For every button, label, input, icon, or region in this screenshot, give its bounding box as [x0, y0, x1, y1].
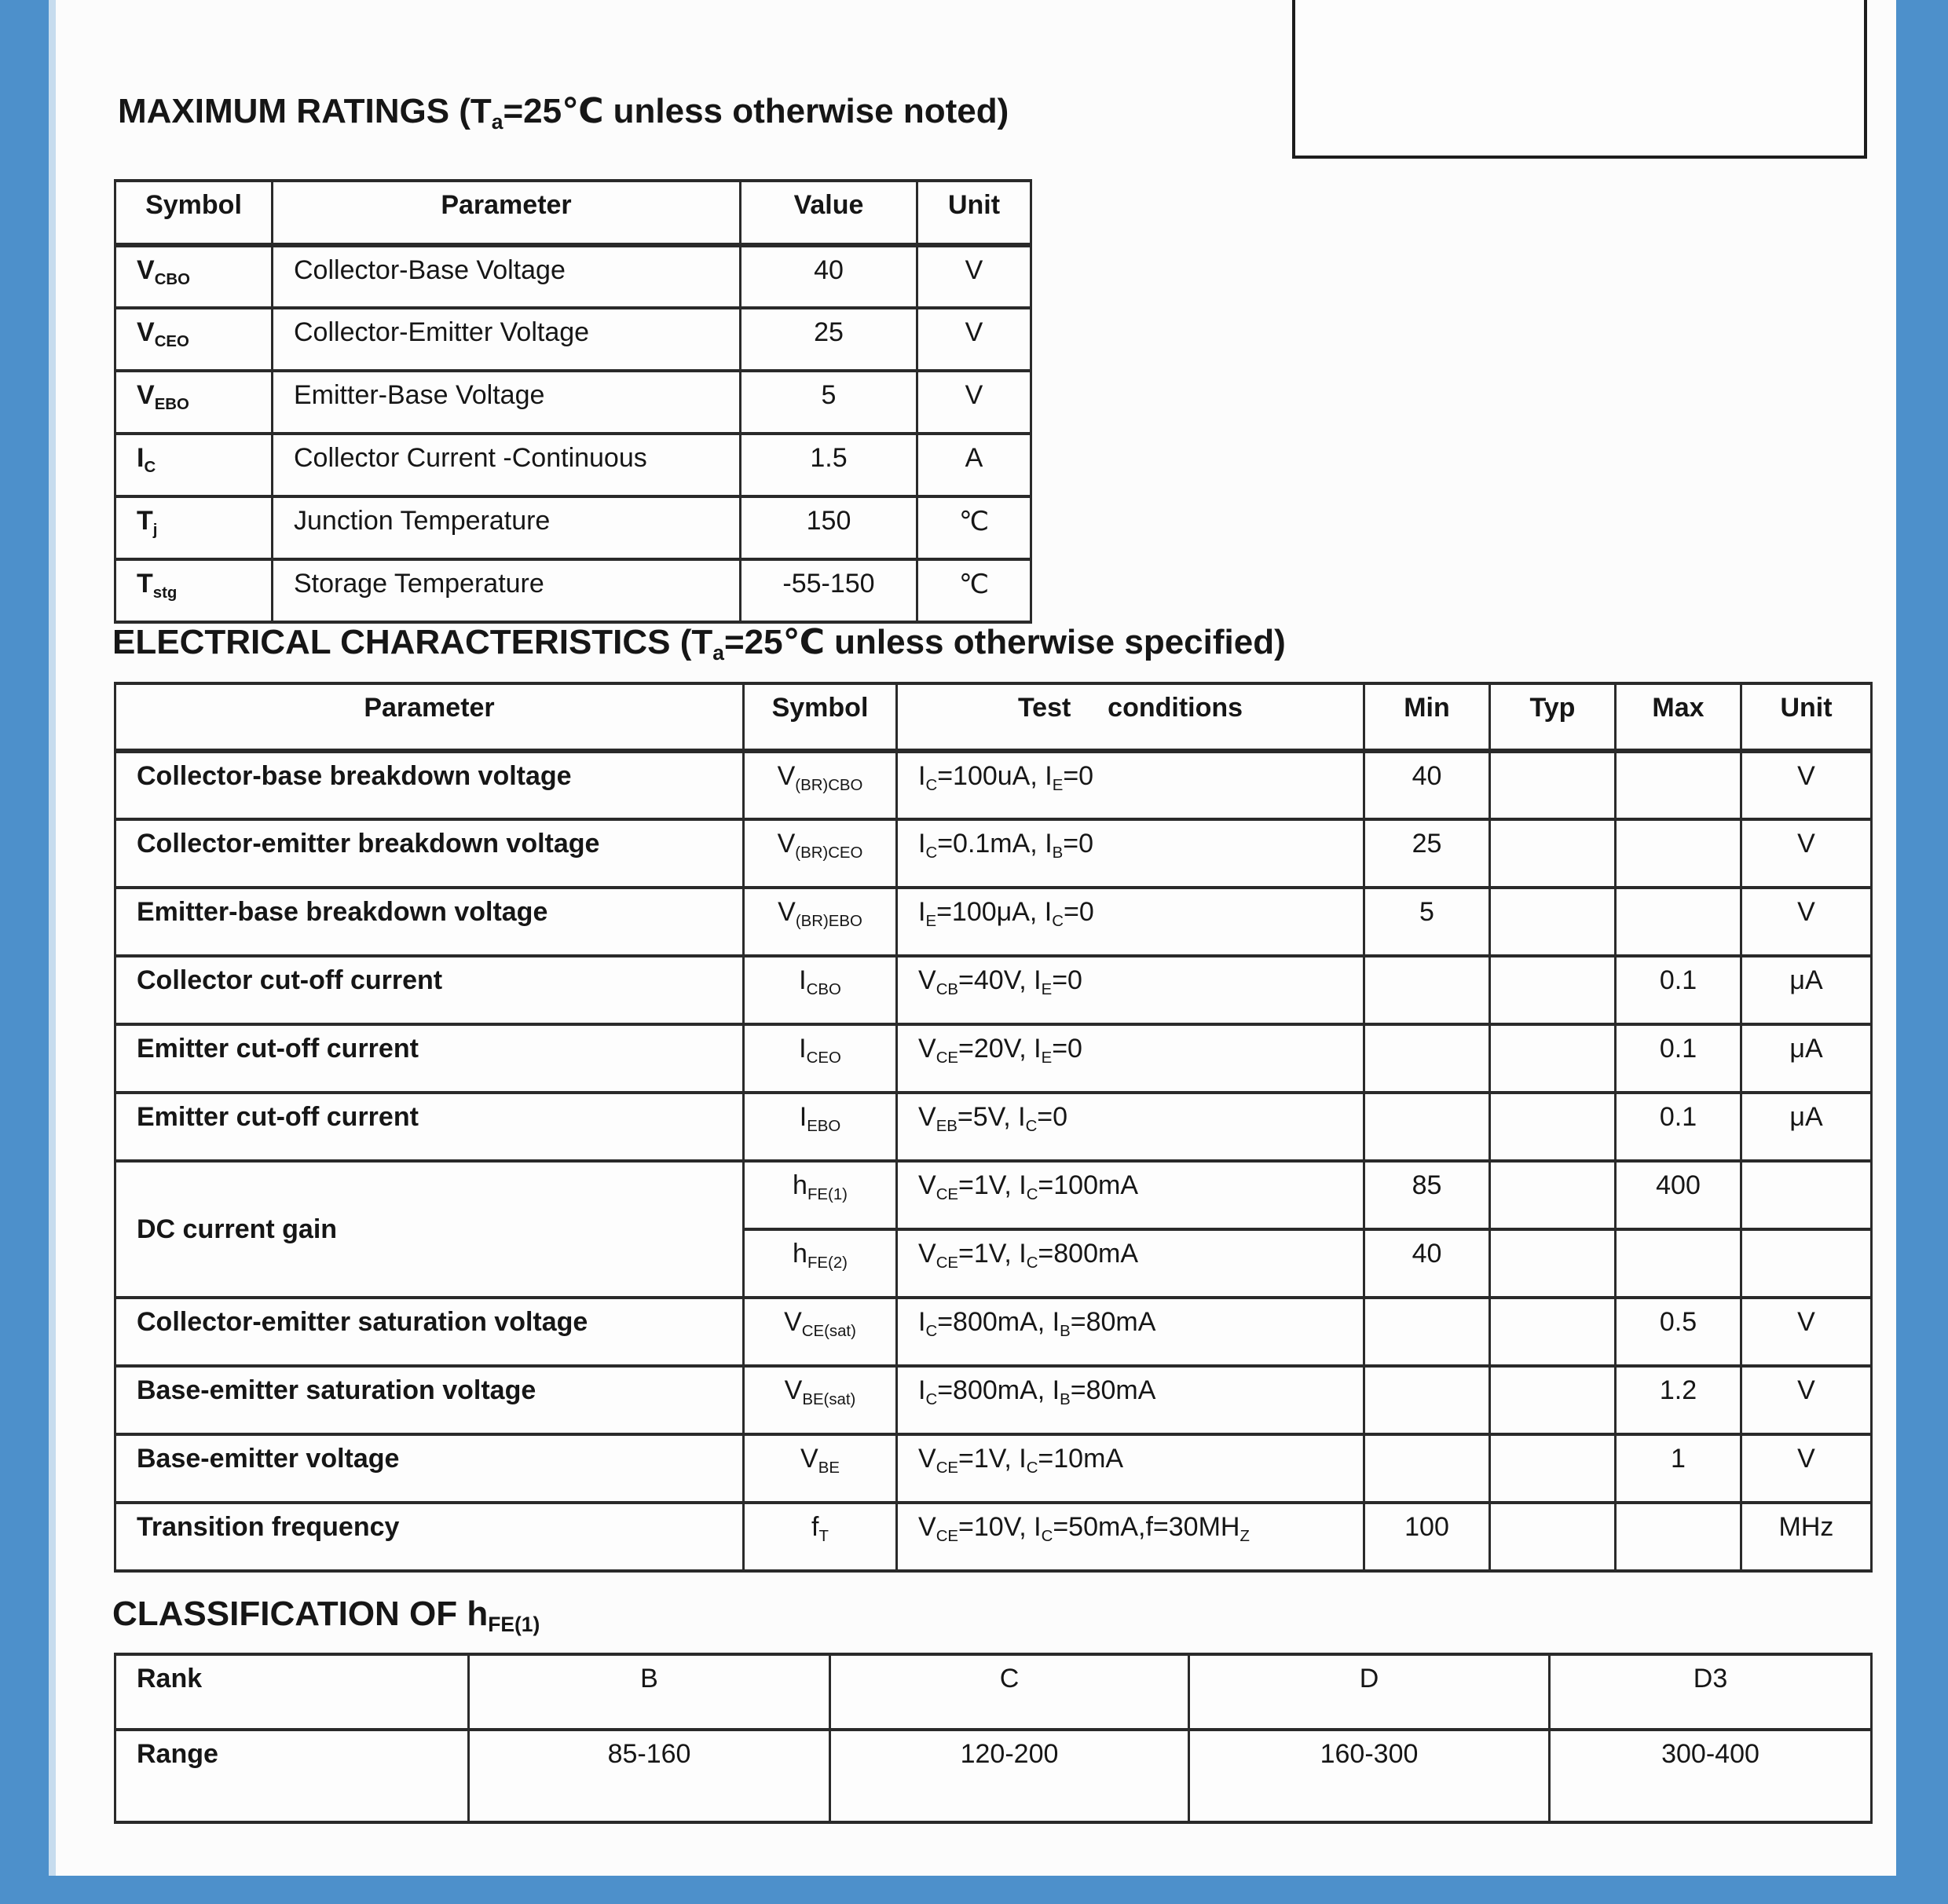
symbol-cell: Tstg	[115, 559, 273, 622]
col-header-value: Value	[741, 181, 917, 245]
max-cell: 0.1	[1616, 956, 1741, 1024]
conditions-cell: VCE=20V, IE=0	[897, 1024, 1364, 1093]
unit-cell: μA	[1741, 1024, 1872, 1093]
symbol-cell: V(BR)CEO	[744, 819, 897, 888]
typ-cell	[1490, 1503, 1616, 1571]
typ-cell	[1490, 1229, 1616, 1298]
classification-title: CLASSIFICATION OF hFE(1)	[112, 1595, 540, 1637]
ec-row	[115, 1366, 1872, 1434]
rank-cell: D	[1189, 1654, 1550, 1730]
parameter-cell: Collector-Base Voltage	[273, 245, 741, 308]
range-label-cell: Range	[115, 1730, 469, 1822]
unit-cell: ℃	[917, 559, 1031, 622]
symbol-cell: IEBO	[744, 1093, 897, 1161]
max-cell	[1616, 751, 1741, 819]
typ-cell	[1490, 1161, 1616, 1229]
unit-cell	[1741, 1229, 1872, 1298]
max-cell	[1616, 888, 1741, 956]
ec-row	[115, 1024, 1872, 1093]
min-cell: 5	[1364, 888, 1490, 956]
symbol-cell: VBE	[744, 1434, 897, 1503]
electrical-characteristics-title: ELECTRICAL CHARACTERISTICS (Ta=25℃ unless otherwise specified)	[112, 623, 1286, 665]
page-border-left-highlight	[49, 0, 56, 1904]
col-header-test-conditions: Test conditions	[897, 683, 1364, 751]
typ-cell	[1490, 956, 1616, 1024]
ec-row-hfe1	[115, 1161, 1872, 1229]
symbol-cell: V(BR)CBO	[744, 751, 897, 819]
parameter-cell: Emitter cut-off current	[115, 1093, 744, 1161]
ec-row	[115, 888, 1872, 956]
col-header-symbol: Symbol	[744, 683, 897, 751]
value-cell: -55-150	[741, 559, 917, 622]
parameter-cell: Junction Temperature	[273, 496, 741, 559]
ec-row	[115, 819, 1872, 888]
ec-row	[115, 956, 1872, 1024]
unit-cell: A	[917, 434, 1031, 496]
page-border-bottom	[0, 1876, 1948, 1904]
max-ratings-row	[115, 559, 1031, 622]
parameter-cell: Transition frequency	[115, 1503, 744, 1571]
symbol-cell: VEBO	[115, 371, 273, 434]
conditions-cell: VCE=1V, IC=800mA	[897, 1229, 1364, 1298]
parameter-cell: Collector-Emitter Voltage	[273, 308, 741, 371]
typ-cell	[1490, 819, 1616, 888]
unit-cell: V	[1741, 1298, 1872, 1366]
unit-cell: μA	[1741, 1093, 1872, 1161]
ec-row	[115, 751, 1872, 819]
parameter-cell: Collector Current -Continuous	[273, 434, 741, 496]
max-ratings-row	[115, 245, 1031, 308]
value-cell: 40	[741, 245, 917, 308]
symbol-cell: ICBO	[744, 956, 897, 1024]
col-header-unit: Unit	[1741, 683, 1872, 751]
parameter-cell: Collector-emitter breakdown voltage	[115, 819, 744, 888]
rank-label-cell: Rank	[115, 1654, 469, 1730]
typ-cell	[1490, 1093, 1616, 1161]
symbol-cell: fT	[744, 1503, 897, 1571]
min-cell	[1364, 1024, 1490, 1093]
max-cell	[1616, 819, 1741, 888]
parameter-cell: Emitter-Base Voltage	[273, 371, 741, 434]
max-ratings-row	[115, 434, 1031, 496]
symbol-cell: V(BR)EBO	[744, 888, 897, 956]
min-cell: 40	[1364, 751, 1490, 819]
conditions-cell: IC=0.1mA, IB=0	[897, 819, 1364, 888]
conditions-cell: IE=100μA, IC=0	[897, 888, 1364, 956]
unit-cell: V	[917, 371, 1031, 434]
value-cell: 25	[741, 308, 917, 371]
max-cell: 400	[1616, 1161, 1741, 1229]
symbol-cell: VCEO	[115, 308, 273, 371]
min-cell	[1364, 1093, 1490, 1161]
col-header-symbol: Symbol	[115, 181, 273, 245]
part-number-box	[1292, 0, 1867, 159]
max-cell	[1616, 1503, 1741, 1571]
conditions-cell: VCE=10V, IC=50mA,f=30MHZ	[897, 1503, 1364, 1571]
min-cell: 100	[1364, 1503, 1490, 1571]
unit-cell: V	[1741, 888, 1872, 956]
value-cell: 5	[741, 371, 917, 434]
max-ratings-table	[114, 179, 1032, 624]
max-ratings-row	[115, 496, 1031, 559]
typ-cell	[1490, 888, 1616, 956]
min-cell: 85	[1364, 1161, 1490, 1229]
unit-cell: V	[1741, 1434, 1872, 1503]
max-cell: 1	[1616, 1434, 1741, 1503]
max-cell: 0.1	[1616, 1093, 1741, 1161]
unit-cell: μA	[1741, 956, 1872, 1024]
typ-cell	[1490, 1366, 1616, 1434]
max-ratings-row	[115, 371, 1031, 434]
max-cell: 0.1	[1616, 1024, 1741, 1093]
unit-cell: ℃	[917, 496, 1031, 559]
conditions-cell: VEB=5V, IC=0	[897, 1093, 1364, 1161]
max-cell: 0.5	[1616, 1298, 1741, 1366]
symbol-cell: Tj	[115, 496, 273, 559]
min-cell	[1364, 1366, 1490, 1434]
page-border-right	[1896, 0, 1948, 1904]
typ-cell	[1490, 1298, 1616, 1366]
unit-cell: V	[1741, 819, 1872, 888]
classification-range-row	[115, 1730, 1872, 1822]
parameter-cell: Collector-base breakdown voltage	[115, 751, 744, 819]
unit-cell: V	[917, 245, 1031, 308]
max-cell	[1616, 1229, 1741, 1298]
col-header-min: Min	[1364, 683, 1490, 751]
typ-cell	[1490, 1434, 1616, 1503]
col-header-max: Max	[1616, 683, 1741, 751]
range-cell: 120-200	[830, 1730, 1189, 1822]
parameter-cell: Storage Temperature	[273, 559, 741, 622]
min-cell	[1364, 956, 1490, 1024]
col-header-parameter: Parameter	[115, 683, 744, 751]
rank-cell: C	[830, 1654, 1189, 1730]
typ-cell	[1490, 751, 1616, 819]
conditions-cell: VCB=40V, IE=0	[897, 956, 1364, 1024]
parameter-cell: Collector cut-off current	[115, 956, 744, 1024]
symbol-cell: ICEO	[744, 1024, 897, 1093]
symbol-cell: hFE(2)	[744, 1229, 897, 1298]
electrical-characteristics-table	[114, 682, 1873, 1573]
unit-cell	[1741, 1161, 1872, 1229]
parameter-cell: Emitter cut-off current	[115, 1024, 744, 1093]
typ-cell	[1490, 1024, 1616, 1093]
unit-cell: MHz	[1741, 1503, 1872, 1571]
col-header-typ: Typ	[1490, 683, 1616, 751]
min-cell: 25	[1364, 819, 1490, 888]
conditions-cell: VCE=1V, IC=10mA	[897, 1434, 1364, 1503]
ec-row	[115, 1434, 1872, 1503]
col-header-parameter: Parameter	[273, 181, 741, 245]
range-cell: 160-300	[1189, 1730, 1550, 1822]
min-cell	[1364, 1298, 1490, 1366]
page-border-left	[0, 0, 49, 1904]
rank-cell: B	[469, 1654, 830, 1730]
symbol-cell: VCE(sat)	[744, 1298, 897, 1366]
col-header-unit: Unit	[917, 181, 1031, 245]
parameter-cell: Emitter-base breakdown voltage	[115, 888, 744, 956]
parameter-cell: Base-emitter voltage	[115, 1434, 744, 1503]
ec-row	[115, 1093, 1872, 1161]
conditions-cell: IC=100uA, IE=0	[897, 751, 1364, 819]
ec-header-row	[115, 683, 1872, 751]
classification-rank-row	[115, 1654, 1872, 1730]
unit-cell: V	[917, 308, 1031, 371]
classification-table	[114, 1653, 1873, 1824]
min-cell: 40	[1364, 1229, 1490, 1298]
min-cell	[1364, 1434, 1490, 1503]
value-cell: 1.5	[741, 434, 917, 496]
max-ratings-row	[115, 308, 1031, 371]
max-cell: 1.2	[1616, 1366, 1741, 1434]
parameter-cell: Collector-emitter saturation voltage	[115, 1298, 744, 1366]
symbol-cell: VCBO	[115, 245, 273, 308]
ec-row	[115, 1503, 1872, 1571]
parameter-cell: Base-emitter saturation voltage	[115, 1366, 744, 1434]
symbol-cell: hFE(1)	[744, 1161, 897, 1229]
max-ratings-header-row	[115, 181, 1031, 245]
ec-row	[115, 1298, 1872, 1366]
range-cell: 85-160	[469, 1730, 830, 1822]
conditions-cell: IC=800mA, IB=80mA	[897, 1298, 1364, 1366]
parameter-cell: DC current gain	[115, 1161, 744, 1298]
conditions-cell: VCE=1V, IC=100mA	[897, 1161, 1364, 1229]
conditions-cell: IC=800mA, IB=80mA	[897, 1366, 1364, 1434]
symbol-cell: VBE(sat)	[744, 1366, 897, 1434]
unit-cell: V	[1741, 1366, 1872, 1434]
rank-cell: D3	[1550, 1654, 1872, 1730]
unit-cell: V	[1741, 751, 1872, 819]
max-ratings-title: MAXIMUM RATINGS (Ta=25℃ unless otherwise noted)	[118, 92, 1009, 134]
value-cell: 150	[741, 496, 917, 559]
symbol-cell: IC	[115, 434, 273, 496]
range-cell: 300-400	[1550, 1730, 1872, 1822]
